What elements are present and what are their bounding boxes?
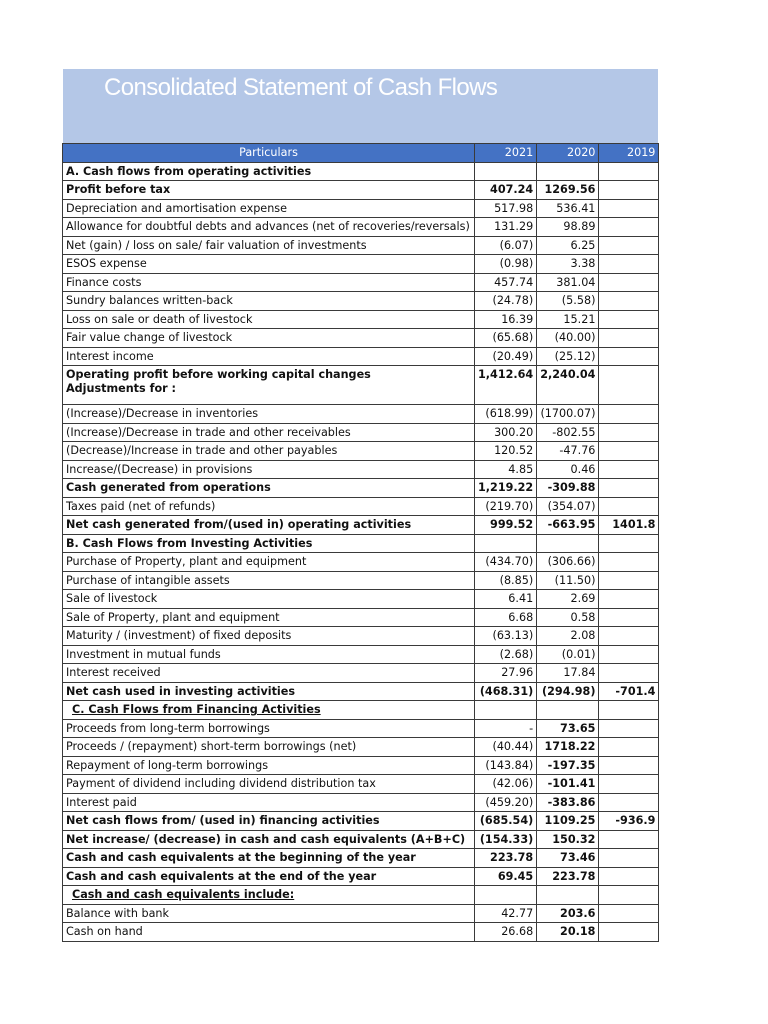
value-cell-2021: 26.68: [475, 923, 537, 942]
row-label: [63, 423, 475, 442]
row-label-text: (Increase)/Decrease in inventories: [66, 407, 259, 420]
row-label: [63, 904, 475, 923]
year-header-2020: 2020: [537, 144, 599, 163]
value-cell-2021: (154.33): [475, 830, 537, 849]
value-cell-2019: [599, 460, 659, 479]
value-cell-2020: 98.89: [537, 218, 599, 237]
row-label: [63, 627, 475, 646]
value-cell-2020: 73.46: [537, 849, 599, 868]
table-row: [63, 423, 659, 442]
value-cell-2020: -101.41: [537, 775, 599, 794]
row-label: [63, 310, 475, 329]
value-cell-2020: [537, 886, 599, 905]
value-cell-2021: [475, 162, 537, 181]
row-label: [63, 590, 475, 609]
value-cell-2019: -701.4: [599, 682, 659, 701]
value-cell-2021: (42.06): [475, 775, 537, 794]
value-cell-2021: 42.77: [475, 904, 537, 923]
table-row: [63, 719, 659, 738]
value-cell-2019: [599, 423, 659, 442]
value-cell-2019: [599, 199, 659, 218]
table-row: [63, 830, 659, 849]
value-cell-2020: (306.66): [537, 553, 599, 572]
value-cell-2019: [599, 775, 659, 794]
row-label: [63, 218, 475, 237]
row-label: [63, 775, 475, 794]
value-cell-2019: [599, 347, 659, 366]
value-cell-2019: [599, 534, 659, 553]
value-cell-2021: [475, 886, 537, 905]
row-label-text: Loss on sale or death of livestock: [66, 312, 253, 326]
table-row: [63, 775, 659, 794]
value-cell-2019: [599, 664, 659, 683]
year-header-2019: 2019: [599, 144, 659, 163]
value-cell-2019: [599, 738, 659, 757]
value-cell-2019: [599, 292, 659, 311]
value-cell-2020: 203.6: [537, 904, 599, 923]
row-label: [63, 479, 475, 498]
value-cell-2020: 2.69: [537, 590, 599, 609]
value-cell-2021: 223.78: [475, 849, 537, 868]
value-cell-2019: [599, 162, 659, 181]
value-cell-2019: [599, 867, 659, 886]
page-title: Consolidated Statement of Cash Flows: [104, 74, 498, 101]
row-label-text: Net cash generated from/(used in) operating activities: [66, 518, 412, 531]
table-row: [63, 199, 659, 218]
row-label-text: Finance costs: [66, 275, 142, 289]
row-label-text: Interest received: [66, 666, 161, 679]
row-label-text: Repayment of long-term borrowings: [66, 758, 269, 772]
row-label-text: B. Cash Flows from Investing Activities: [66, 536, 313, 550]
value-cell-2020: (1700.07): [537, 405, 599, 424]
value-cell-2021: (20.49): [475, 347, 537, 366]
row-label: [63, 645, 475, 664]
table-row: [63, 571, 659, 590]
value-cell-2020: (40.00): [537, 329, 599, 348]
row-label: [63, 292, 475, 311]
value-cell-2019: [599, 756, 659, 775]
table-row: [63, 701, 659, 720]
value-cell-2020: 536.41: [537, 199, 599, 218]
row-label-text: Interest paid: [66, 795, 137, 809]
row-label: [63, 255, 475, 274]
table-row: [63, 460, 659, 479]
table-row: [63, 255, 659, 274]
row-label-text: (Increase)/Decrease in trade and other receivables: [66, 425, 351, 439]
value-cell-2019: [599, 886, 659, 905]
row-label: [63, 793, 475, 812]
value-cell-2019: [599, 627, 659, 646]
table-row: [63, 608, 659, 627]
row-label: [63, 534, 475, 553]
row-label: [63, 608, 475, 627]
value-cell-2021: 300.20: [475, 423, 537, 442]
cash-flow-table: [62, 143, 659, 942]
row-label-text: ESOS expense: [66, 257, 147, 270]
value-cell-2020: 150.32: [537, 830, 599, 849]
value-cell-2021: 407.24: [475, 181, 537, 200]
value-cell-2021: 6.41: [475, 590, 537, 609]
row-label-text: Increase/(Decrease) in provisions: [66, 462, 253, 476]
value-cell-2019: [599, 645, 659, 664]
table-row: [63, 793, 659, 812]
value-cell-2019: -936.9: [599, 812, 659, 831]
table-row: [63, 292, 659, 311]
row-label-text: Cash and cash equivalents include:: [72, 888, 295, 901]
row-label-text: Operating profit before working capital changes: [66, 368, 371, 381]
value-cell-2021: (2.68): [475, 645, 537, 664]
row-label: [63, 849, 475, 868]
value-cell-2019: [599, 329, 659, 348]
row-label: [63, 701, 475, 720]
row-label: [63, 867, 475, 886]
row-label-text: Net cash used in investing activities: [66, 684, 296, 698]
value-cell-2020: (5.58): [537, 292, 599, 311]
row-label-text: Purchase of intangible assets: [66, 573, 230, 587]
particulars-header: Particulars: [63, 144, 475, 163]
value-cell-2021: (459.20): [475, 793, 537, 812]
row-label-text: Net cash flows from/ (used in) financing activities: [66, 814, 380, 827]
row-label-text: Net (gain) / loss on sale/ fair valuation of investments: [66, 238, 367, 252]
table-row: [63, 645, 659, 664]
value-cell-2020: [537, 701, 599, 720]
value-cell-2020: 1718.22: [537, 738, 599, 757]
value-cell-2021: [475, 534, 537, 553]
value-cell-2020: -309.88: [537, 479, 599, 498]
value-cell-2020: 1109.25: [537, 812, 599, 831]
value-cell-2021: (6.07): [475, 236, 537, 255]
value-cell-2020: 0.46: [537, 460, 599, 479]
table-row: [63, 516, 659, 535]
value-cell-2021: (685.54): [475, 812, 537, 831]
row-label: [63, 756, 475, 775]
table-row: [63, 534, 659, 553]
table-row: [63, 904, 659, 923]
value-cell-2019: [599, 701, 659, 720]
value-cell-2019: [599, 255, 659, 274]
row-label: [63, 830, 475, 849]
table-row: [63, 849, 659, 868]
value-cell-2021: 16.39: [475, 310, 537, 329]
row-label-text: Purchase of Property, plant and equipment: [66, 555, 307, 568]
value-cell-2020: -383.86: [537, 793, 599, 812]
row-label: [63, 329, 475, 348]
row-label-text: Allowance for doubtful debts and advances (net of recoveries/reversals): [66, 220, 470, 233]
row-label-text: Proceeds / (repayment) short-term borrowings (net): [66, 740, 357, 753]
value-cell-2019: [599, 904, 659, 923]
value-cell-2019: [599, 479, 659, 498]
value-cell-2019: [599, 310, 659, 329]
value-cell-2019: [599, 608, 659, 627]
value-cell-2021: (24.78): [475, 292, 537, 311]
value-cell-2020: -663.95: [537, 516, 599, 535]
row-label: [63, 682, 475, 701]
value-cell-2020: (0.01): [537, 645, 599, 664]
row-label: [63, 442, 475, 461]
table-row: [63, 923, 659, 942]
value-cell-2020: -47.76: [537, 442, 599, 461]
table-row: [63, 366, 659, 405]
value-cell-2021: 999.52: [475, 516, 537, 535]
value-cell-2020: 381.04: [537, 273, 599, 292]
value-cell-2021: -: [475, 719, 537, 738]
table-row: [63, 329, 659, 348]
row-label-text: Cash and cash equivalents at the end of the year: [66, 869, 377, 883]
table-row: [63, 867, 659, 886]
table-row: [63, 756, 659, 775]
value-cell-2019: [599, 590, 659, 609]
row-label: [63, 738, 475, 757]
row-label: [63, 516, 475, 535]
value-cell-2020: 73.65: [537, 719, 599, 738]
value-cell-2021: (65.68): [475, 329, 537, 348]
row-label-text: Investment in mutual funds: [66, 647, 221, 661]
table-row: [63, 479, 659, 498]
value-cell-2021: (0.98): [475, 255, 537, 274]
value-cell-2021: (40.44): [475, 738, 537, 757]
value-cell-2020: 2.08: [537, 627, 599, 646]
table-row: [63, 682, 659, 701]
value-cell-2020: (25.12): [537, 347, 599, 366]
row-label: [63, 923, 475, 942]
value-cell-2021: [475, 701, 537, 720]
row-label-text: Payment of dividend including dividend distribution tax: [66, 777, 376, 790]
value-cell-2020: 223.78: [537, 867, 599, 886]
value-cell-2019: 1401.8: [599, 516, 659, 535]
value-cell-2019: [599, 849, 659, 868]
row-label-text: Balance with bank: [66, 906, 169, 920]
table-row: [63, 273, 659, 292]
value-cell-2020: 1269.56: [537, 181, 599, 200]
row-label: [63, 181, 475, 200]
table-row: [63, 405, 659, 424]
value-cell-2020: [537, 534, 599, 553]
table-row: [63, 181, 659, 200]
value-cell-2020: 20.18: [537, 923, 599, 942]
row-label-text: Sale of livestock: [66, 592, 158, 605]
row-label-text: Cash generated from operations: [66, 481, 271, 494]
value-cell-2019: [599, 366, 659, 405]
value-cell-2021: (468.31): [475, 682, 537, 701]
value-cell-2020: 15.21: [537, 310, 599, 329]
row-label: [63, 199, 475, 218]
row-label-text: Cash and cash equivalents at the beginning of the year: [66, 851, 416, 864]
row-label: [63, 497, 475, 516]
table-row: [63, 627, 659, 646]
row-label-text: Net increase/ (decrease) in cash and cash equivalents (A+B+C): [66, 832, 466, 846]
table-row: [63, 497, 659, 516]
value-cell-2019: [599, 830, 659, 849]
value-cell-2019: [599, 571, 659, 590]
value-cell-2021: 4.85: [475, 460, 537, 479]
table-row: [63, 347, 659, 366]
value-cell-2021: 6.68: [475, 608, 537, 627]
row-label: [63, 664, 475, 683]
row-label: [63, 553, 475, 572]
value-cell-2020: -197.35: [537, 756, 599, 775]
row-label: [63, 571, 475, 590]
row-label: [63, 460, 475, 479]
value-cell-2019: [599, 273, 659, 292]
value-cell-2021: 131.29: [475, 218, 537, 237]
value-cell-2020: 2,240.04: [537, 366, 599, 405]
row-label: [63, 812, 475, 831]
value-cell-2021: (143.84): [475, 756, 537, 775]
value-cell-2020: 0.58: [537, 608, 599, 627]
value-cell-2019: [599, 405, 659, 424]
value-cell-2021: 1,412.64: [475, 366, 537, 405]
table-row: [63, 886, 659, 905]
row-label: [63, 236, 475, 255]
table-row: [63, 236, 659, 255]
value-cell-2019: [599, 793, 659, 812]
value-cell-2021: 120.52: [475, 442, 537, 461]
row-label: [63, 405, 475, 424]
value-cell-2020: 3.38: [537, 255, 599, 274]
table-row: [63, 162, 659, 181]
value-cell-2021: (8.85): [475, 571, 537, 590]
value-cell-2021: 27.96: [475, 664, 537, 683]
row-label-text: Fair value change of livestock: [66, 331, 233, 344]
row-label-text: Profit before tax: [66, 183, 171, 196]
value-cell-2019: [599, 181, 659, 200]
table-row: [63, 310, 659, 329]
value-cell-2019: [599, 218, 659, 237]
row-label: [63, 719, 475, 738]
row-label-text: Interest income: [66, 349, 154, 363]
row-label-text: Sale of Property, plant and equipment: [66, 610, 280, 624]
value-cell-2019: [599, 497, 659, 516]
value-cell-2019: [599, 442, 659, 461]
row-label-text: Sundry balances written-back: [66, 294, 233, 307]
row-label-text: Depreciation and amortisation expense: [66, 201, 287, 215]
row-label-text: A. Cash flows from operating activities: [66, 164, 312, 178]
table-row: [63, 442, 659, 461]
row-label: [63, 347, 475, 366]
value-cell-2019: [599, 719, 659, 738]
value-cell-2019: [599, 236, 659, 255]
value-cell-2020: 17.84: [537, 664, 599, 683]
header-row: [63, 144, 659, 163]
value-cell-2020: 6.25: [537, 236, 599, 255]
row-label-text: (Decrease)/Increase in trade and other payables: [66, 444, 338, 457]
value-cell-2021: 517.98: [475, 199, 537, 218]
value-cell-2019: [599, 553, 659, 572]
row-label-text: Proceeds from long-term borrowings: [66, 721, 270, 735]
value-cell-2021: (618.99): [475, 405, 537, 424]
row-label-text: Taxes paid (net of refunds): [66, 499, 216, 513]
value-cell-2021: 1,219.22: [475, 479, 537, 498]
row-label: [63, 162, 475, 181]
value-cell-2020: (354.07): [537, 497, 599, 516]
row-label: [63, 273, 475, 292]
row-label-text: C. Cash Flows from Financing Activities: [72, 703, 321, 716]
table-row: [63, 664, 659, 683]
row-label-text: Maturity / (investment) of fixed deposits: [66, 629, 292, 642]
row-label-text: Cash on hand: [66, 925, 143, 938]
table-row: [63, 812, 659, 831]
row-label: [63, 366, 475, 405]
value-cell-2020: -802.55: [537, 423, 599, 442]
value-cell-2021: (63.13): [475, 627, 537, 646]
row-sublabel: Adjustments for :: [66, 382, 177, 395]
value-cell-2021: 457.74: [475, 273, 537, 292]
value-cell-2020: (11.50): [537, 571, 599, 590]
table-row: [63, 553, 659, 572]
row-label: [63, 886, 475, 905]
table-row: [63, 738, 659, 757]
table-row: [63, 590, 659, 609]
value-cell-2019: [599, 923, 659, 942]
table-row: [63, 218, 659, 237]
value-cell-2021: (219.70): [475, 497, 537, 516]
value-cell-2021: 69.45: [475, 867, 537, 886]
year-header-2021: 2021: [475, 144, 537, 163]
value-cell-2020: (294.98): [537, 682, 599, 701]
value-cell-2020: [537, 162, 599, 181]
value-cell-2021: (434.70): [475, 553, 537, 572]
